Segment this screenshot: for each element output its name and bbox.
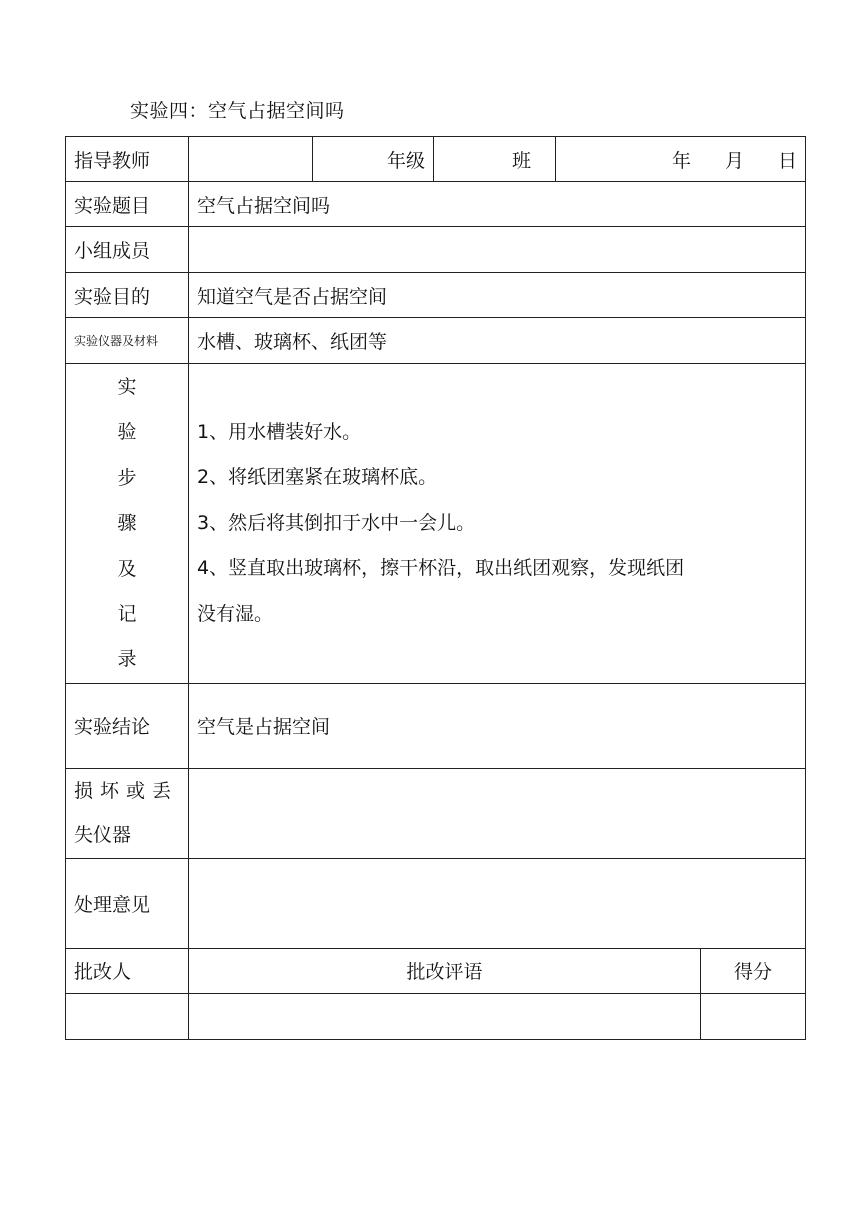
damage-label-line2: 失仪器	[74, 824, 132, 847]
members-row	[66, 227, 806, 273]
members-label: 小组成员	[66, 227, 189, 273]
topic-label: 实验题目	[66, 182, 189, 227]
page-title: 实验四：空气占据空间吗	[130, 100, 345, 122]
score-field[interactable]	[701, 993, 806, 1039]
topic-row	[66, 182, 806, 227]
conclusion-label: 实验结论	[66, 683, 189, 768]
handling-row	[66, 858, 806, 948]
grade-label: 年级	[386, 149, 425, 172]
equipment-label: 实验仪器及材料	[66, 318, 189, 364]
damage-row	[66, 768, 806, 858]
steps-label-char: 步	[117, 466, 137, 489]
comment-field[interactable]	[189, 993, 701, 1039]
step-line: 没有湿。	[197, 602, 274, 625]
day-label: 日	[778, 149, 798, 172]
class-label: 班	[511, 149, 531, 172]
members-value[interactable]	[189, 227, 806, 273]
comment-label: 批改评语	[189, 948, 701, 993]
teacher-field[interactable]	[189, 137, 313, 182]
topic-value[interactable]: 空气占据空间吗	[189, 182, 806, 227]
steps-label-char: 验	[117, 421, 137, 444]
month-label: 月	[724, 149, 744, 172]
steps-label-char: 记	[117, 603, 137, 626]
damage-label-line1: 损坏或丢	[74, 780, 179, 803]
steps-label-char: 骤	[117, 512, 137, 535]
step-line: 2、将纸团塞紧在玻璃杯底。	[197, 466, 438, 489]
conclusion-value[interactable]: 空气是占据空间	[189, 683, 806, 768]
steps-label-char: 实	[117, 376, 137, 398]
steps-label-char: 录	[117, 648, 137, 671]
purpose-label: 实验目的	[66, 273, 189, 318]
steps-row	[66, 364, 806, 684]
purpose-value[interactable]: 知道空气是否占据空间	[189, 273, 806, 318]
steps-label-char: 及	[117, 557, 137, 580]
score-label: 得分	[701, 948, 806, 993]
class-field[interactable]	[434, 137, 556, 182]
purpose-row	[66, 273, 806, 318]
grading-header-row	[66, 948, 806, 993]
handling-value[interactable]	[189, 858, 806, 948]
damage-value[interactable]	[189, 768, 806, 858]
grader-label: 批改人	[66, 948, 189, 993]
step-line: 3、然后将其倒扣于水中一会儿。	[197, 511, 476, 534]
conclusion-row	[66, 683, 806, 768]
steps-content[interactable]	[189, 364, 806, 684]
grader-field[interactable]	[66, 993, 189, 1039]
step-line: 4、竖直取出玻璃杯，擦干杯沿，取出纸团观察，发现纸团	[197, 557, 685, 580]
header-row	[66, 137, 806, 182]
steps-label	[66, 364, 189, 684]
date-field[interactable]	[556, 137, 806, 182]
teacher-label: 指导教师	[66, 137, 189, 182]
damage-label	[66, 768, 189, 858]
handling-label: 处理意见	[66, 858, 189, 948]
experiment-record-table	[65, 136, 806, 1040]
equipment-row	[66, 318, 806, 364]
step-line: 1、用水槽装好水。	[197, 420, 362, 443]
grading-value-row	[66, 993, 806, 1039]
year-label: 年	[671, 149, 691, 172]
equipment-value[interactable]: 水槽、玻璃杯、纸团等	[189, 318, 806, 364]
grade-field[interactable]	[313, 137, 434, 182]
